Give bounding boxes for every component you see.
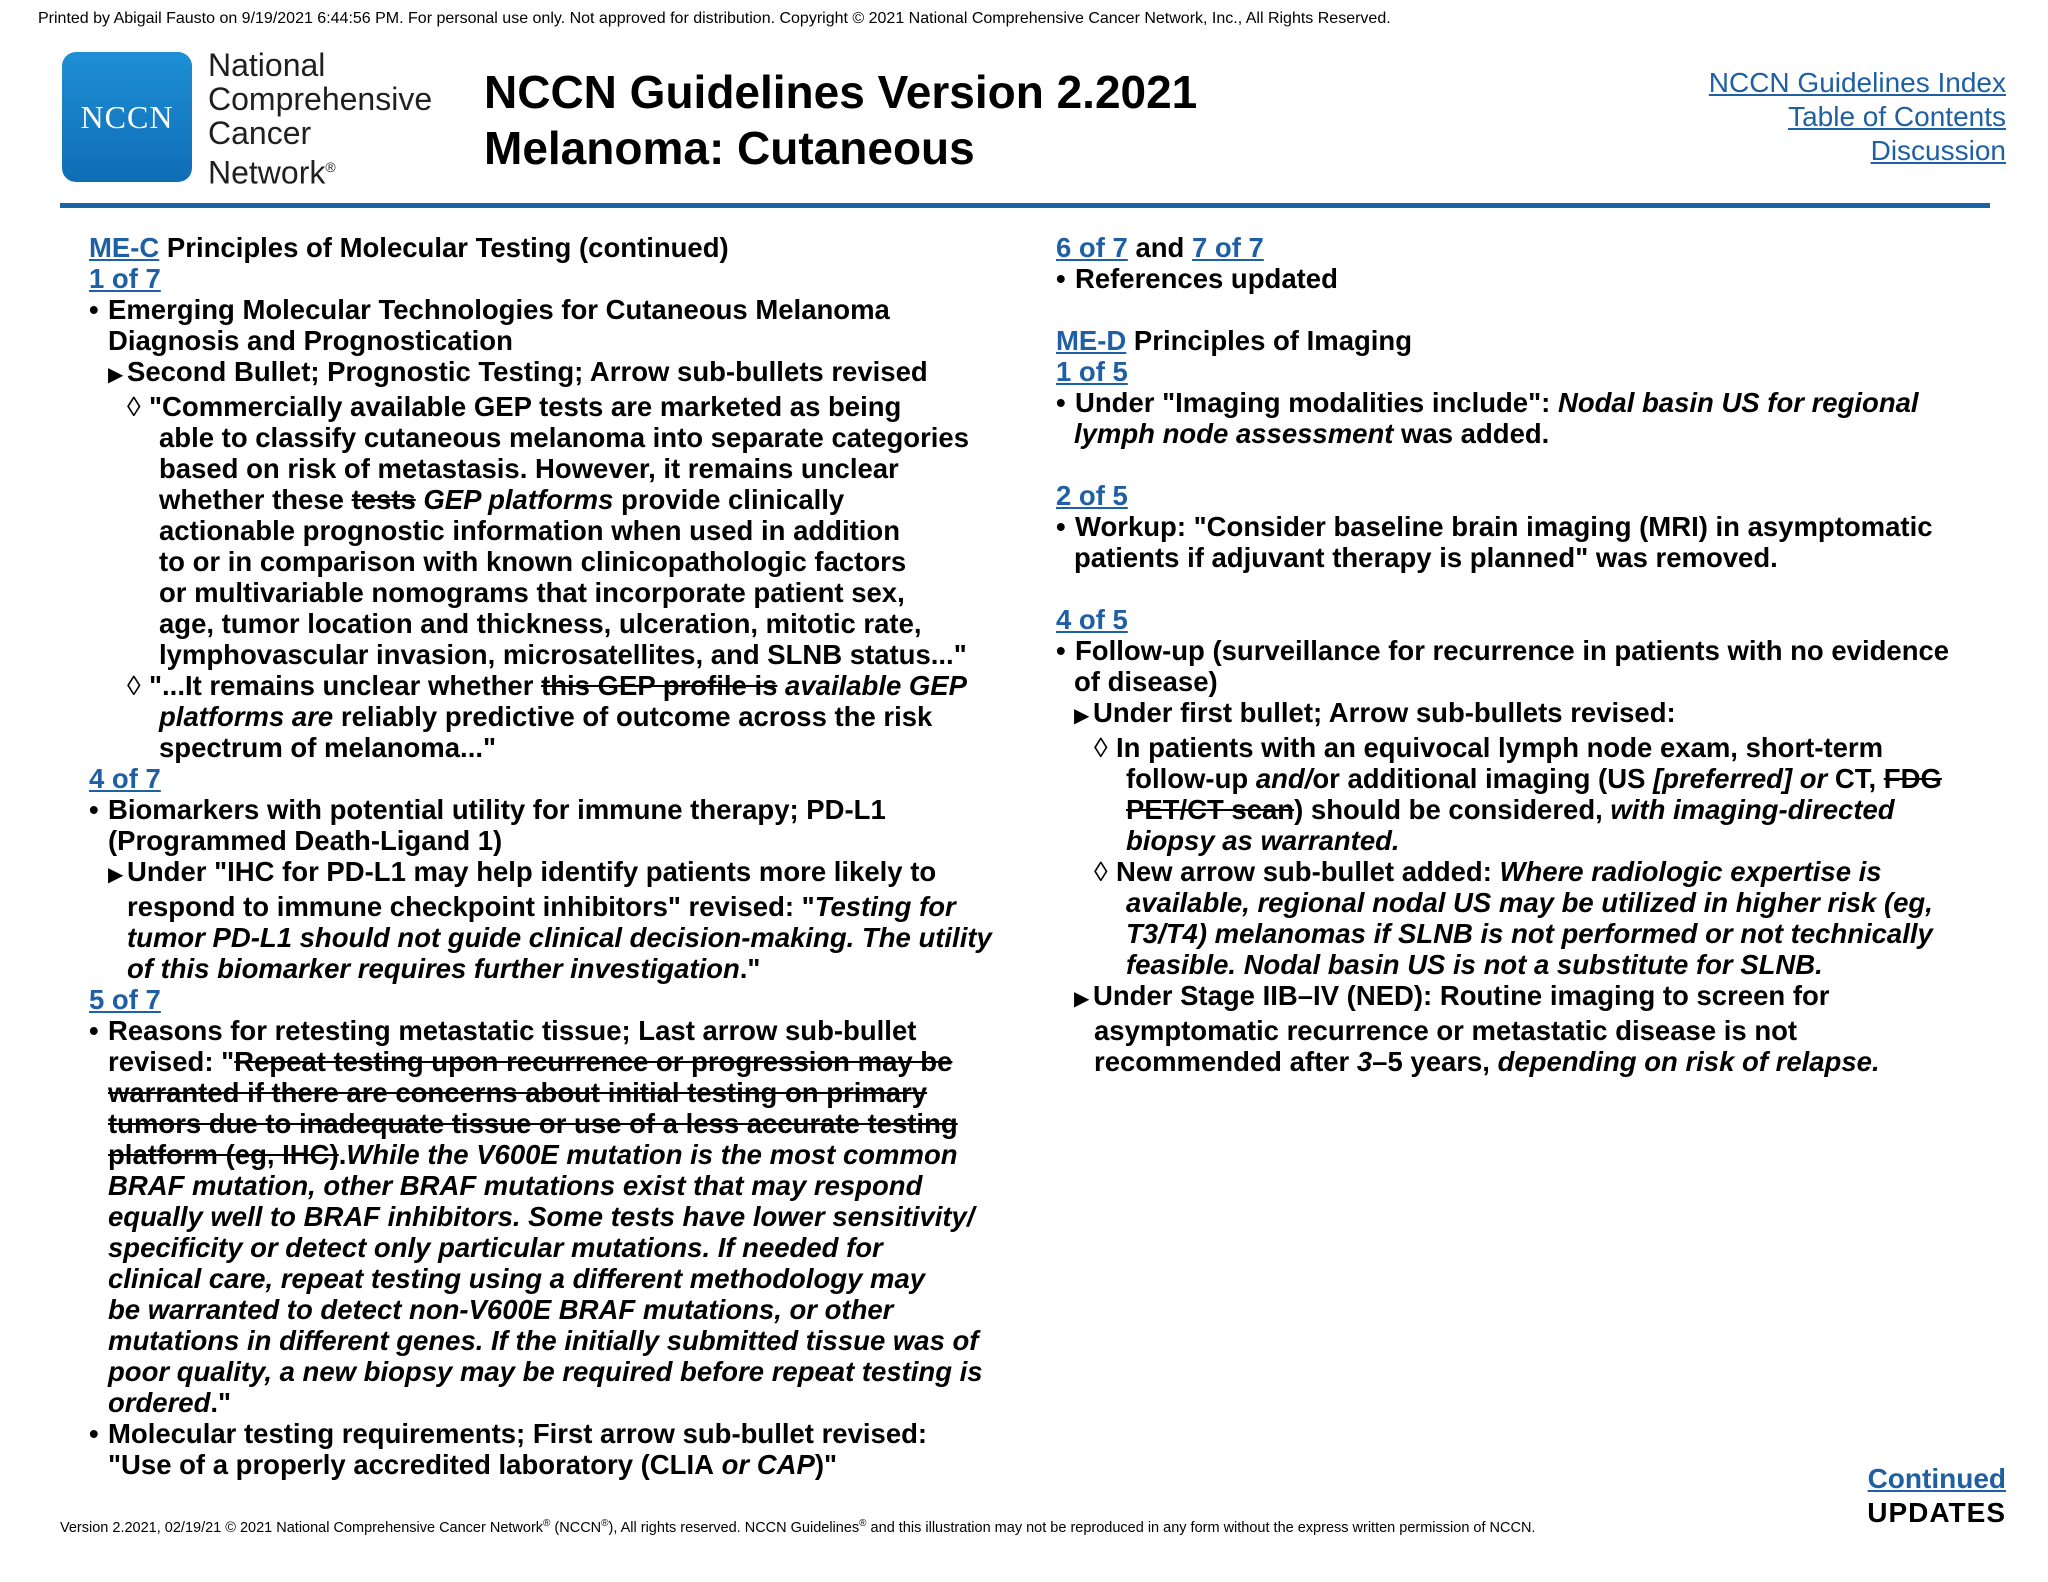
arrow-right-icon: ▶ [1074,988,1090,1010]
diamond-icon: ◊ [1094,732,1108,763]
text-line: "Use of a properly accredited laboratory (CLIA or CAP)" [108,1449,838,1480]
bullet: • Under "Imaging modalities include": Nodal basin US for regional [1056,387,1919,418]
title-line-1: NCCN Guidelines Version 2.2021 [484,66,1198,118]
page-link-4-of-5[interactable]: 4 of 5 [1056,604,1128,635]
text-line: respond to immune checkpoint inhibitors" revised: "Testing for [127,891,956,922]
print-notice: Printed by Abigail Fausto on 9/19/2021 6:44:56 PM. For personal use only. Not approved for distribution. Copyright © 2021 National Comprehensive Cancer Network, Inc., All Rights Reserved. [38,10,1391,27]
page-link-6-of-7[interactable]: 6 of 7 [1056,232,1128,263]
diamond-icon: ◊ [127,391,141,422]
bullet-text: Follow-up (surveillance for recurrence in patients with no evidence [1075,635,1950,666]
deleted-text: this GEP profile is [541,670,778,701]
section-title: Principles of Molecular Testing (continued) [159,232,729,263]
arrow-right-icon: ▶ [108,864,124,886]
page-link-4-of-7[interactable]: 4 of 7 [89,763,161,794]
deleted-text: warranted if there are concerns about initial testing on primary [108,1077,928,1108]
text-line [89,1232,1049,1263]
text-line: patients if adjuvant therapy is planned" was removed. [1074,542,1778,573]
bullet-text: Workup: "Consider baseline brain imaging (MRI) in asymptomatic [1075,511,1933,542]
bullet-text: References updated [1075,263,1338,294]
me-d-link[interactable]: ME-D [1056,325,1127,356]
section-heading-me-c [89,232,1049,263]
nccn-logo[interactable] [62,52,192,182]
page-ref [89,763,1049,794]
added-text: GEP platforms [415,484,614,515]
org-name [208,48,432,190]
text-line: ordered." [108,1387,232,1418]
bullet: • Follow-up (surveillance for recurrence in patients with no evidence [1056,635,1950,666]
text-line [89,1325,1049,1356]
added-text: [preferred] or [1653,763,1828,794]
bullet-text: Molecular testing requirements; First arrow sub-bullet revised: [108,1418,928,1449]
text-line: lymphovascular invasion, microsatellites, and SLNB status..." [159,639,967,670]
left-column [89,232,1049,1480]
added-text: available, regional nodal US may be utilized in higher risk (eg, [1126,887,1933,918]
bullet-text: Biomarkers with potential utility for immune therapy; PD-L1 [108,794,886,825]
text-line: spectrum of melanoma..." [159,732,497,763]
bullet: • References updated [1056,263,1338,294]
arrow-sub-bullet: ▶ Under first bullet; Arrow sub-bullets revised: [1056,697,2016,732]
text-line: of disease) [1074,666,1218,697]
text-line: whether these tests GEP platforms provide clinically [159,484,845,515]
added-text: lymph node assessment [1074,418,1394,449]
text-line: age, tumor location and thickness, ulceration, mitotic rate, [159,608,922,639]
text-line: to or in comparison with known clinicopathologic factors [159,546,907,577]
added-text: equally well to BRAF inhibitors. Some tests have lower sensitivity/ [108,1201,975,1232]
text-line: PET/CT scan) should be considered, with imaging-directed [1126,794,1895,825]
org-line: Comprehensive [208,81,433,117]
page-link-1-of-5[interactable]: 1 of 5 [1056,356,1128,387]
bullet: • Biomarkers with potential utility for immune therapy; PD-L1 [89,794,886,825]
text-line [89,1077,1049,1108]
added-text: Where radiologic expertise is [1499,856,1882,887]
text-line [89,922,1049,953]
added-text: feasible. Nodal basin US is not a substitute for SLNB. [1126,949,1823,980]
diamond-sub-bullet: ◊ In patients with an equivocal lymph node exam, short-term [1094,732,1884,763]
updates-label: UPDATES [1867,1497,2006,1528]
arrow-right-icon: ▶ [1074,705,1090,727]
added-text: be warranted to detect non-V600E BRAF mutations, or other [108,1294,894,1325]
continued-block [1867,1462,2006,1530]
bullet: • Reasons for retesting metastatic tissue; Last arrow sub-bullet [89,1015,917,1046]
added-text: While the V600E mutation is the most common [346,1139,958,1170]
text-line [89,1108,1049,1139]
section-heading-me-d [1056,325,2016,356]
table-of-contents-link[interactable]: Table of Contents [1788,101,2006,132]
footer-copyright: Version 2.2021, 02/19/21 © 2021 National Comprehensive Cancer Network® (NCCN®), All rights reserved. NCCN Guidelines® and this illustration may not be reproduced in any form without the express written permission of NCCN. [60,1518,1536,1536]
text-line: follow-up and/or additional imaging (US [preferred] or CT, FDG [1126,763,1942,794]
arrow-text: Second Bullet; Prognostic Testing; Arrow sub-bullets revised [127,356,928,387]
text-line [1056,918,2016,949]
text-line: revised: "Repeat testing upon recurrence or progression may be [108,1046,953,1077]
diamond-sub-bullet: ◊ "...It remains unclear whether this GEP profile is available GEP [127,670,967,701]
diamond-sub-bullet: ◊ New arrow sub-bullet added: Where radiologic expertise is [1094,856,1882,887]
deleted-text: tests [351,484,416,515]
added-text: platforms are [159,701,334,732]
org-line: National [208,47,326,83]
text-line [1056,825,2016,856]
arrow-sub-bullet: ▶ Under "IHC for PD-L1 may help identify patients more likely to [89,856,1049,891]
bullet-text: Reasons for retesting metastatic tissue; Last arrow sub-bullet [108,1015,917,1046]
page-link-7-of-7[interactable]: 7 of 7 [1192,232,1264,263]
guidelines-index-link[interactable]: NCCN Guidelines Index [1708,67,2006,98]
added-text: poor quality, a new biopsy may be required before repeat testing is [108,1356,983,1387]
added-text: T3/T4) melanomas if SLNB is not performed or not technically [1126,918,1933,949]
org-line [208,150,432,190]
right-column [1056,232,2016,1077]
added-text: and/ [1255,763,1313,794]
text-line: of this biomarker requires further investigation." [127,953,761,984]
deleted-text: Repeat testing upon recurrence or progression may be [234,1046,953,1077]
text-line: asymptomatic recurrence or metastatic disease is not [1094,1015,1798,1046]
text-line: recommended after 3–5 years, depending on risk of relapse. [1094,1046,1880,1077]
added-text: available GEP [777,670,967,701]
text-line [89,1294,1049,1325]
added-text: specificity or detect only particular mutations. If needed for [108,1232,883,1263]
text-line: platform (eg, IHC).While the V600E mutation is the most common [108,1139,958,1170]
added-text: mutations in different genes. If the initially submitted tissue was of [108,1325,979,1356]
diamond-text: "Commercially available GEP tests are marketed as being [149,391,902,422]
page-ref [1056,356,2016,387]
bullet: • Workup: "Consider baseline brain imaging (MRI) in asymptomatic [1056,511,1933,542]
arrow-sub-bullet: ▶ Under Stage IIB–IV (NED): Routine imaging to screen for [1056,980,2016,1015]
added-text: or CAP [713,1449,815,1480]
diamond-sub-bullet [89,391,1049,422]
org-line-text: Network [208,154,326,191]
added-text: Testing for [814,891,956,922]
section-title: Principles of Imaging [1126,325,1413,356]
registered-mark: ® [325,159,336,175]
added-text: clinical care, repeat testing using a different methodology may [108,1263,926,1294]
added-text: depending on risk of relapse. [1497,1046,1880,1077]
diamond-icon: ◊ [127,670,141,701]
text-line: platforms are reliably predictive of outcome across the risk [159,701,933,732]
bullet: • Molecular testing requirements; First arrow sub-bullet revised: [89,1418,928,1449]
discussion-link[interactable]: Discussion [1870,135,2006,166]
deleted-text: tumors due to inadequate tissue or use of a less accurate testing [108,1108,958,1139]
text-line [89,1263,1049,1294]
text-line [89,1201,1049,1232]
added-text: tumor PD-L1 should not guide clinical decision-making. The utility [127,922,992,953]
bullet-text: Emerging Molecular Technologies for Cutaneous Melanoma [108,294,890,325]
bullet: • Emerging Molecular Technologies for Cutaneous Melanoma [89,294,890,325]
logo-text: NCCN [80,98,174,135]
continued-link[interactable]: Continued [1867,1463,2006,1494]
page-ref [89,984,1049,1015]
text-line: actionable prognostic information when used in addition [159,515,900,546]
added-text: ordered [108,1387,211,1418]
diamond-icon: ◊ [1094,856,1108,887]
page-ref [1056,604,2016,635]
me-c-link[interactable]: ME-C [89,232,160,263]
text-line: based on risk of metastasis. However, it remains unclear [159,453,899,484]
added-text: with imaging-directed [1610,794,1895,825]
text-line [89,1356,1049,1387]
bullet-cont: Diagnosis and Prognostication [108,325,513,356]
text-line [89,1170,1049,1201]
added-text: Nodal basin US for regional [1557,387,1919,418]
added-text: of this biomarker requires further investigation [127,953,740,984]
text-line: able to classify cutaneous melanoma into separate categories [159,422,970,453]
page-ref: 6 of 7 and 7 of 7 [1056,232,1264,263]
added-text: 3 [1356,1046,1373,1077]
bullet-cont: (Programmed Death-Ligand 1) [108,825,503,856]
text-line [1056,887,2016,918]
top-nav-links [1709,66,2006,168]
added-text: biopsy as warranted. [1126,825,1400,856]
text-line: lymph node assessment was added. [1074,418,1550,449]
page-ref [89,263,1049,294]
header-divider [60,203,1990,208]
text-line: or multivariable nomograms that incorporate patient sex, [159,577,905,608]
added-text: BRAF mutation, other BRAF mutations exist that may respond [108,1170,923,1201]
arrow-right-icon: ▶ [108,364,124,386]
deleted-text: platform (eg, IHC) [108,1139,339,1170]
page-title [484,64,1197,176]
page-link-2-of-5[interactable]: 2 of 5 [1056,480,1128,511]
org-line: Cancer [208,115,312,151]
page-link-5-of-7[interactable]: 5 of 7 [89,984,161,1015]
deleted-text: PET/CT scan [1126,794,1295,825]
deleted-text: FDG [1883,763,1942,794]
arrow-sub-bullet [89,356,1049,391]
page-ref [1056,480,2016,511]
text-line [1056,949,2016,980]
title-line-2: Melanoma: Cutaneous [484,122,975,174]
page-link-1-of-7[interactable]: 1 of 7 [89,263,161,294]
